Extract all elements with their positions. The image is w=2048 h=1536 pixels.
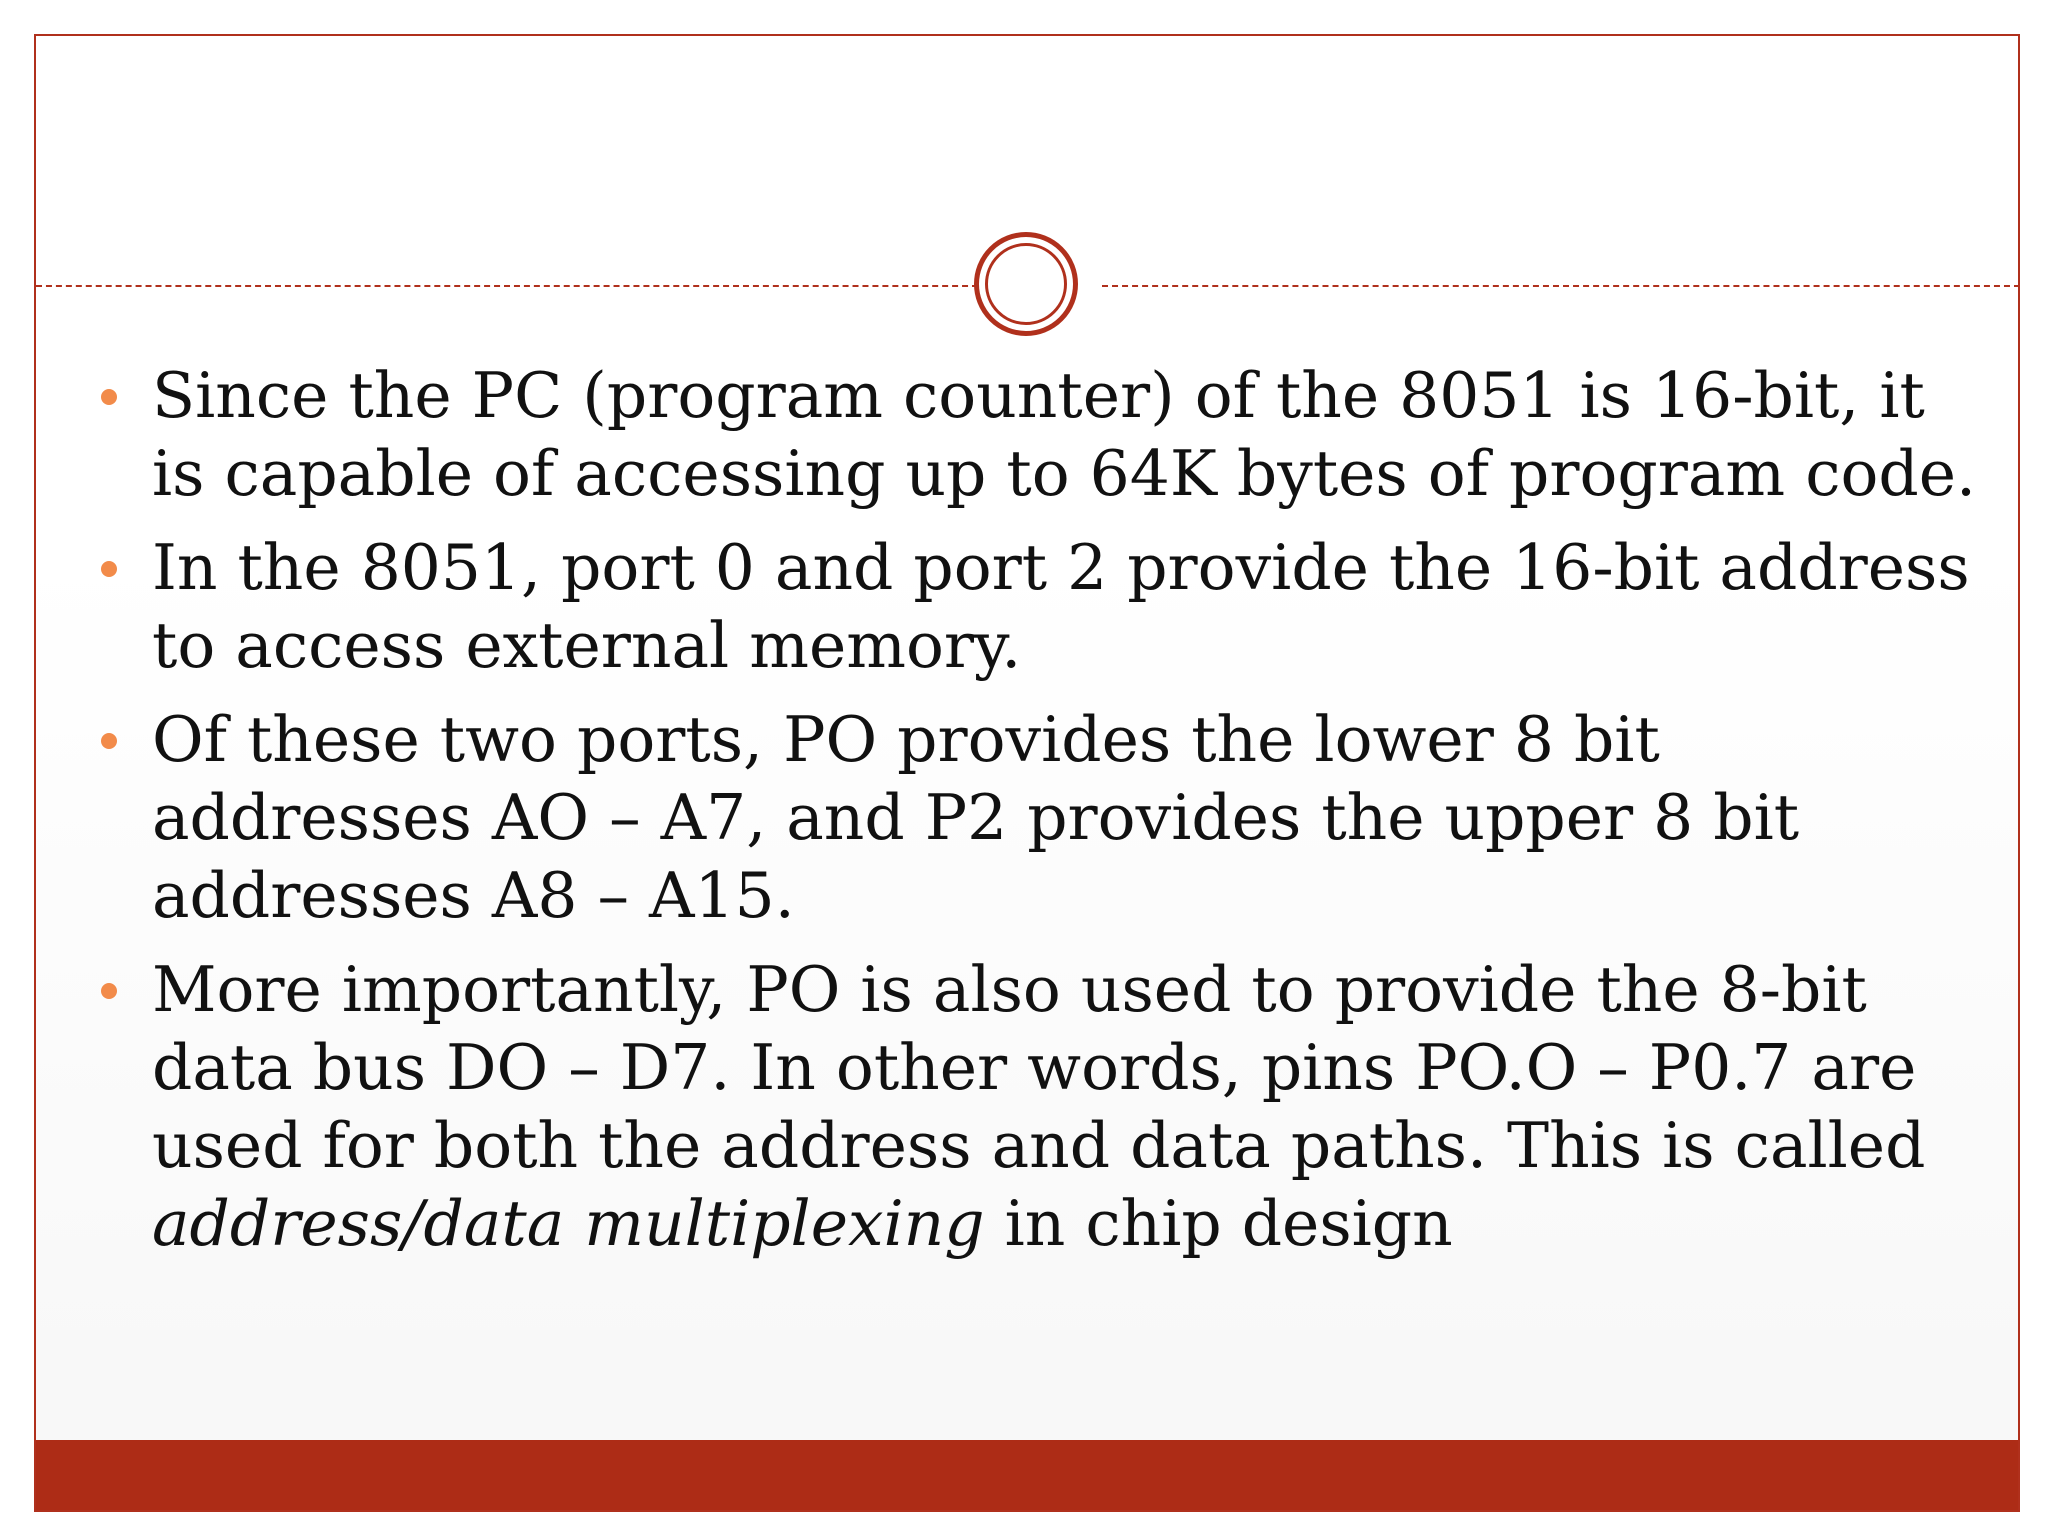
bullet-text-emphasis: address/data multiplexing	[152, 1187, 985, 1260]
bullet-text-suffix: in chip design	[984, 1187, 1453, 1260]
bullet-dot-icon	[101, 733, 117, 749]
bullet-dot-icon	[101, 389, 117, 405]
bullet-text-main: More importantly, PO is also used to provide the 8-bit data bus DO – D7. In other words, pins PO.O – P0.7 are used for both the address and data paths. This is called	[152, 953, 1926, 1182]
bullet-dot-icon	[101, 983, 117, 999]
bullet-item	[36, 701, 2020, 935]
divider-line-right	[1102, 285, 2020, 287]
bullet-dot-icon	[101, 561, 117, 577]
bullet-text: Of these two ports, PO provides the lower 8 bit addresses AO – A7, and P2 provides the upper 8 bit addresses A8 – A15.	[152, 703, 1800, 932]
slide	[34, 34, 2020, 1512]
footer-bar	[36, 1440, 2018, 1510]
bullet-item	[36, 357, 2020, 513]
circle-ornament-icon	[974, 232, 1078, 336]
bullet-list	[36, 357, 2020, 1279]
bullet-text: In the 8051, port 0 and port 2 provide the 16-bit address to access external memory.	[152, 531, 1970, 682]
divider-line-left	[36, 285, 978, 287]
bullet-text	[152, 953, 1925, 1260]
bullet-item	[36, 529, 2020, 685]
bullet-text: Since the PC (program counter) of the 8051 is 16-bit, it is capable of accessing up to 64K bytes of program code.	[152, 359, 1977, 510]
bullet-item	[36, 951, 2020, 1263]
